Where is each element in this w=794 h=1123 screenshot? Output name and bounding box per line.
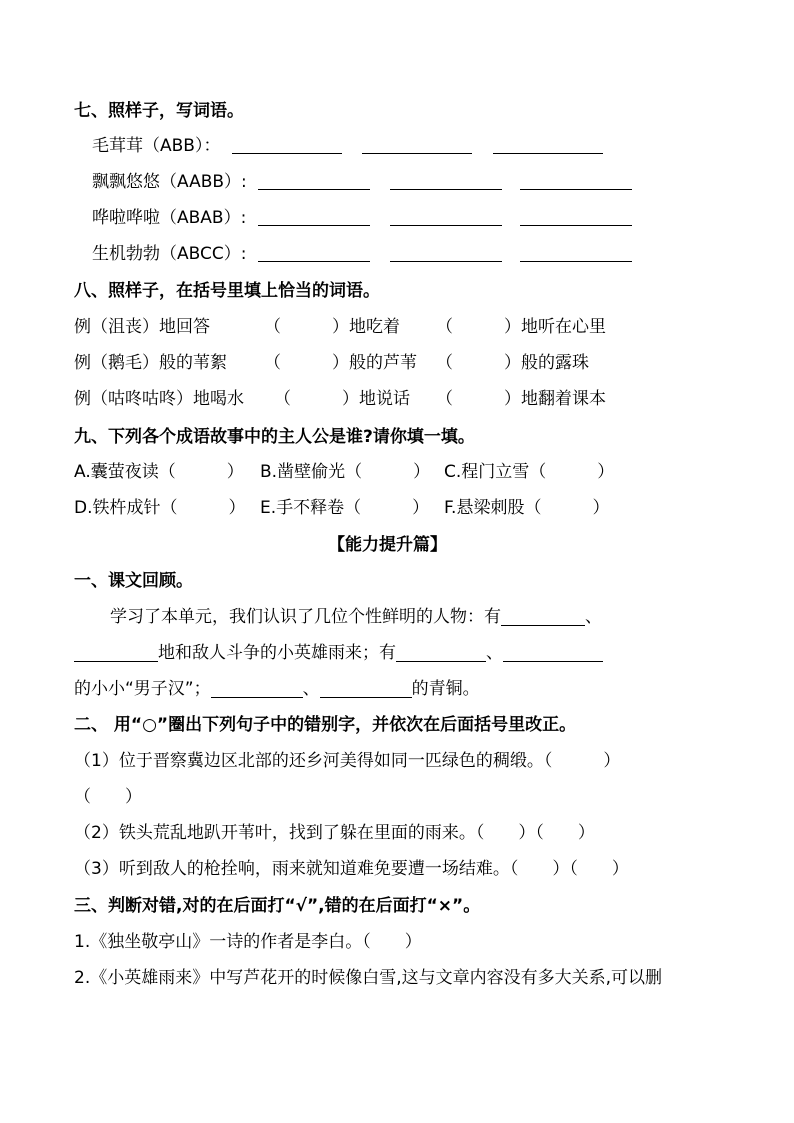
review-punct: 、 xyxy=(302,679,320,699)
abcc-blank-1[interactable] xyxy=(258,261,370,262)
idiom-item[interactable]: E.手不释卷（ ） xyxy=(260,498,430,518)
abab-blank-3[interactable] xyxy=(520,225,632,226)
ability-section-heading: 【能力提升篇】 xyxy=(328,535,447,555)
abab-blank-2[interactable] xyxy=(390,225,502,226)
s8-fill[interactable]: （ ）地翻着课本 xyxy=(436,389,606,409)
idiom-item[interactable]: D.铁杵成针（ ） xyxy=(74,498,246,518)
typo-question-3: （3）听到敌人的枪拴响，雨来就知道难免要遭一场结难。（ ）（ ） xyxy=(74,859,629,879)
review-blank[interactable] xyxy=(396,643,486,662)
abab-blank-1[interactable] xyxy=(258,225,370,226)
s8-fill[interactable]: （ ）般的芦苇 xyxy=(264,353,417,373)
idiom-item[interactable]: A.囊萤夜读（ ） xyxy=(74,462,244,482)
aabb-blank-3[interactable] xyxy=(520,189,632,190)
s8-fill[interactable]: （ ）地听在心里 xyxy=(436,317,606,337)
abb-blank-2[interactable] xyxy=(362,153,472,154)
abcc-label: 生机勃勃（ABCC）: xyxy=(92,244,247,264)
typo-question-1-cont[interactable]: （ ） xyxy=(74,787,142,807)
s8-example: 例（咕咚咕咚）地喝水 xyxy=(74,389,244,409)
typo-question-2: （2）铁头荒乱地趴开苇叶，找到了躲在里面的雨来。（ ）（ ） xyxy=(74,823,595,843)
aabb-label: 飘飘悠悠（AABB）: xyxy=(92,172,247,192)
section-7-title: 七、照样子，写词语。 xyxy=(74,101,244,121)
review-text: 的小小“男子汉”； xyxy=(74,679,211,699)
review-text: 学习了本单元，我们认识了几位个性鲜明的人物：有 xyxy=(110,607,501,627)
review-blank[interactable] xyxy=(503,643,603,662)
s8-fill[interactable]: （ ）地吃着 xyxy=(264,317,400,337)
idiom-item[interactable]: B.凿壁偷光（ ） xyxy=(260,462,431,482)
s8-fill[interactable]: （ ）地说话 xyxy=(274,389,410,409)
abb-label: 毛茸茸（ABB）： xyxy=(92,136,221,156)
s8-fill[interactable]: （ ）般的露珠 xyxy=(436,353,589,373)
abb-blank-3[interactable] xyxy=(493,153,603,154)
abab-label: 哗啦哗啦（ABAB）: xyxy=(92,208,247,228)
idiom-item[interactable]: F.悬梁刺股（ ） xyxy=(444,498,610,518)
review-blank[interactable] xyxy=(211,679,303,698)
review-line-2 xyxy=(74,642,603,664)
abcc-blank-3[interactable] xyxy=(520,261,632,262)
section-8-title: 八、照样子，在括号里填上恰当的词语。 xyxy=(74,281,380,301)
judge-question-1: 1.《独坐敬亭山》一诗的作者是李白。（ ） xyxy=(74,932,422,952)
aabb-blank-2[interactable] xyxy=(390,189,502,190)
review-blank[interactable] xyxy=(501,607,585,626)
s8-example: 例（鹅毛）般的苇絮 xyxy=(74,353,227,373)
review-text: 的青铜。 xyxy=(411,679,480,699)
review-line-3 xyxy=(74,678,480,700)
typo-question-1: （1）位于晋察冀边区北部的还乡河美得如同一匹绿色的稠缎。（ ） xyxy=(74,751,621,771)
s8-example: 例（沮丧）地回答 xyxy=(74,317,210,337)
abcc-blank-2[interactable] xyxy=(390,261,502,262)
review-text: 地和敌人斗争的小英雄雨来；有 xyxy=(158,643,396,663)
aabb-blank-1[interactable] xyxy=(258,189,370,190)
idiom-item[interactable]: C.程门立雪（ ） xyxy=(444,462,615,482)
judge-question-2: 2.《小英雄雨来》中写芦花开的时候像白雪,这与文章内容没有多大关系,可以删 xyxy=(74,968,663,988)
review-blank[interactable] xyxy=(74,643,158,662)
part-1-title: 一、课文回顾。 xyxy=(74,571,193,591)
review-punct: 、 xyxy=(585,607,602,627)
review-line-1 xyxy=(110,606,602,628)
part-3-title: 三、判断对错,对的在后面打“√”,错的在后面打“×”。 xyxy=(74,896,481,916)
review-punct: 、 xyxy=(486,643,503,663)
part-2-title: 二、 用“○”圈出下列句子中的错别字，并依次在后面括号里改正。 xyxy=(74,715,577,735)
review-blank[interactable] xyxy=(320,679,412,698)
section-9-title: 九、下列各个成语故事中的主人公是谁?请你填一填。 xyxy=(74,427,475,447)
abb-blank-1[interactable] xyxy=(232,153,342,154)
